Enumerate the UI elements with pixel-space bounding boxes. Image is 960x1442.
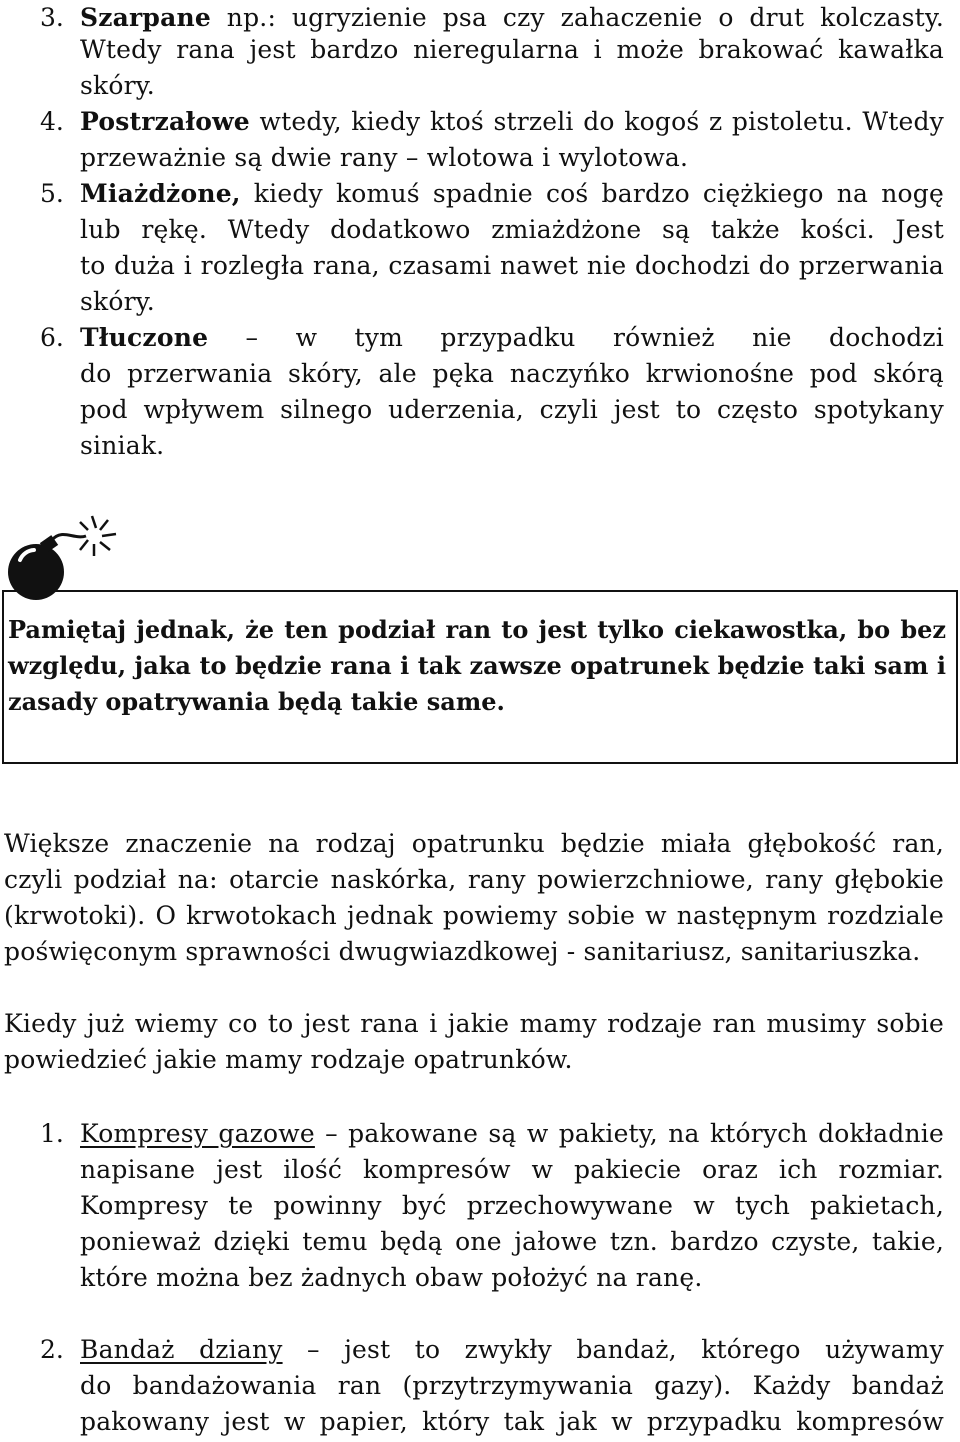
list-item-line: ponieważ dzięki temu będą one jałowe tzn. bardzo czyste, takie,	[80, 1227, 944, 1256]
paragraph-line: (krwotoki). O krwotokach jednak powiemy sobie w następnym rozdziale	[4, 901, 944, 930]
list-item-line: to duża i rozległa rana, czasami nawet nie dochodzi do przerwania	[80, 251, 944, 280]
list-item-text: np.: ugryzienie psa czy zahaczenie o drut kolczasty.	[210, 3, 944, 32]
list-item-title: Szarpane	[80, 3, 211, 32]
list-item-line: pod wpływem silnego uderzenia, czyli jest to często spotykany	[80, 395, 944, 424]
notice-line: zasady opatrywania będą takie same.	[8, 687, 505, 716]
list-item-line: skóry.	[80, 287, 155, 316]
paragraph-line: poświęconym sprawności dwugwiazdkowej - sanitariusz, sanitariuszka.	[4, 937, 921, 966]
list-number: 4.	[40, 107, 64, 136]
list-item-text: – jest to zwykły bandaż, którego używamy	[282, 1335, 944, 1364]
paragraph-line: powiedzieć jakie mamy rodzaje opatrunków.	[4, 1045, 573, 1074]
list-number: 5.	[40, 179, 64, 208]
bomb-icon	[0, 510, 130, 600]
list-item-line: siniak.	[80, 431, 165, 460]
list-number: 6.	[40, 323, 64, 352]
list-item-line: Wtedy rana jest bardzo nieregularna i może brakować kawałka	[80, 35, 944, 64]
list-item-line: które można bez żadnych obaw położyć na ranę.	[80, 1263, 703, 1292]
list-item-text: – pakowane są w pakiety, na których dokładnie	[314, 1119, 944, 1148]
list-item-title: Tłuczone	[80, 323, 209, 352]
list-item-line: do bandażowania ran (przytrzymywania gazy). Każdy bandaż	[80, 1371, 944, 1400]
list-item-title: Kompresy gazowe	[80, 1119, 315, 1148]
notice-line: względu, jaka to będzie rana i tak zawsze opatrunek będzie taki sam i	[8, 651, 946, 680]
list-item-line: do przerwania skóry, ale pęka naczyńko krwionośne pod skórą	[80, 359, 944, 388]
list-item-title: Bandaż dziany	[80, 1335, 283, 1364]
list-item-line: lub rękę. Wtedy dodatkowo zmiażdżone są także kości. Jest	[80, 215, 944, 244]
paragraph-line: czyli podział na: otarcie naskórka, rany powierzchniowe, rany głębokie	[4, 865, 944, 894]
list-item-line: Kompresy te powinny być przechowywane w tych pakietach,	[80, 1191, 944, 1220]
list-item-text: – w tym przypadku również nie dochodzi	[208, 323, 944, 352]
list-number: 2.	[40, 1335, 64, 1364]
list-item-line	[80, 320, 944, 356]
paragraph-line: Kiedy już wiemy co to jest rana i jakie mamy rodzaje ran musimy sobie	[4, 1009, 944, 1038]
list-item-text: wtedy, kiedy ktoś strzeli do kogoś z pistoletu. Wtedy	[249, 107, 944, 136]
list-item-line: pakowany jest w papier, który tak jak w przypadku kompresów	[80, 1407, 944, 1436]
list-item-line: przeważnie są dwie rany – wlotowa i wylotowa.	[80, 143, 689, 172]
list-number: 3.	[40, 3, 64, 32]
list-item-line: napisane jest ilość kompresów w pakiecie oraz ich rozmiar.	[80, 1155, 944, 1184]
list-item-title: Miażdżone,	[80, 179, 241, 208]
list-item-line	[80, 104, 944, 140]
list-item-line	[80, 1116, 944, 1152]
list-item-line	[80, 1332, 944, 1368]
list-item-title: Postrzałowe	[80, 107, 250, 136]
notice-box	[2, 590, 958, 764]
list-item-text: kiedy komuś spadnie coś bardzo ciężkiego na nogę	[240, 179, 944, 208]
list-number: 1.	[40, 1119, 64, 1148]
notice-line: Pamiętaj jednak, że ten podział ran to jest tylko ciekawostka, bo bez	[8, 615, 946, 644]
list-item-line	[80, 0, 944, 36]
paragraph-line: Większe znaczenie na rodzaj opatrunku będzie miała głębokość ran,	[4, 829, 944, 858]
list-item-line: skóry.	[80, 71, 155, 100]
list-item-line	[80, 176, 944, 212]
